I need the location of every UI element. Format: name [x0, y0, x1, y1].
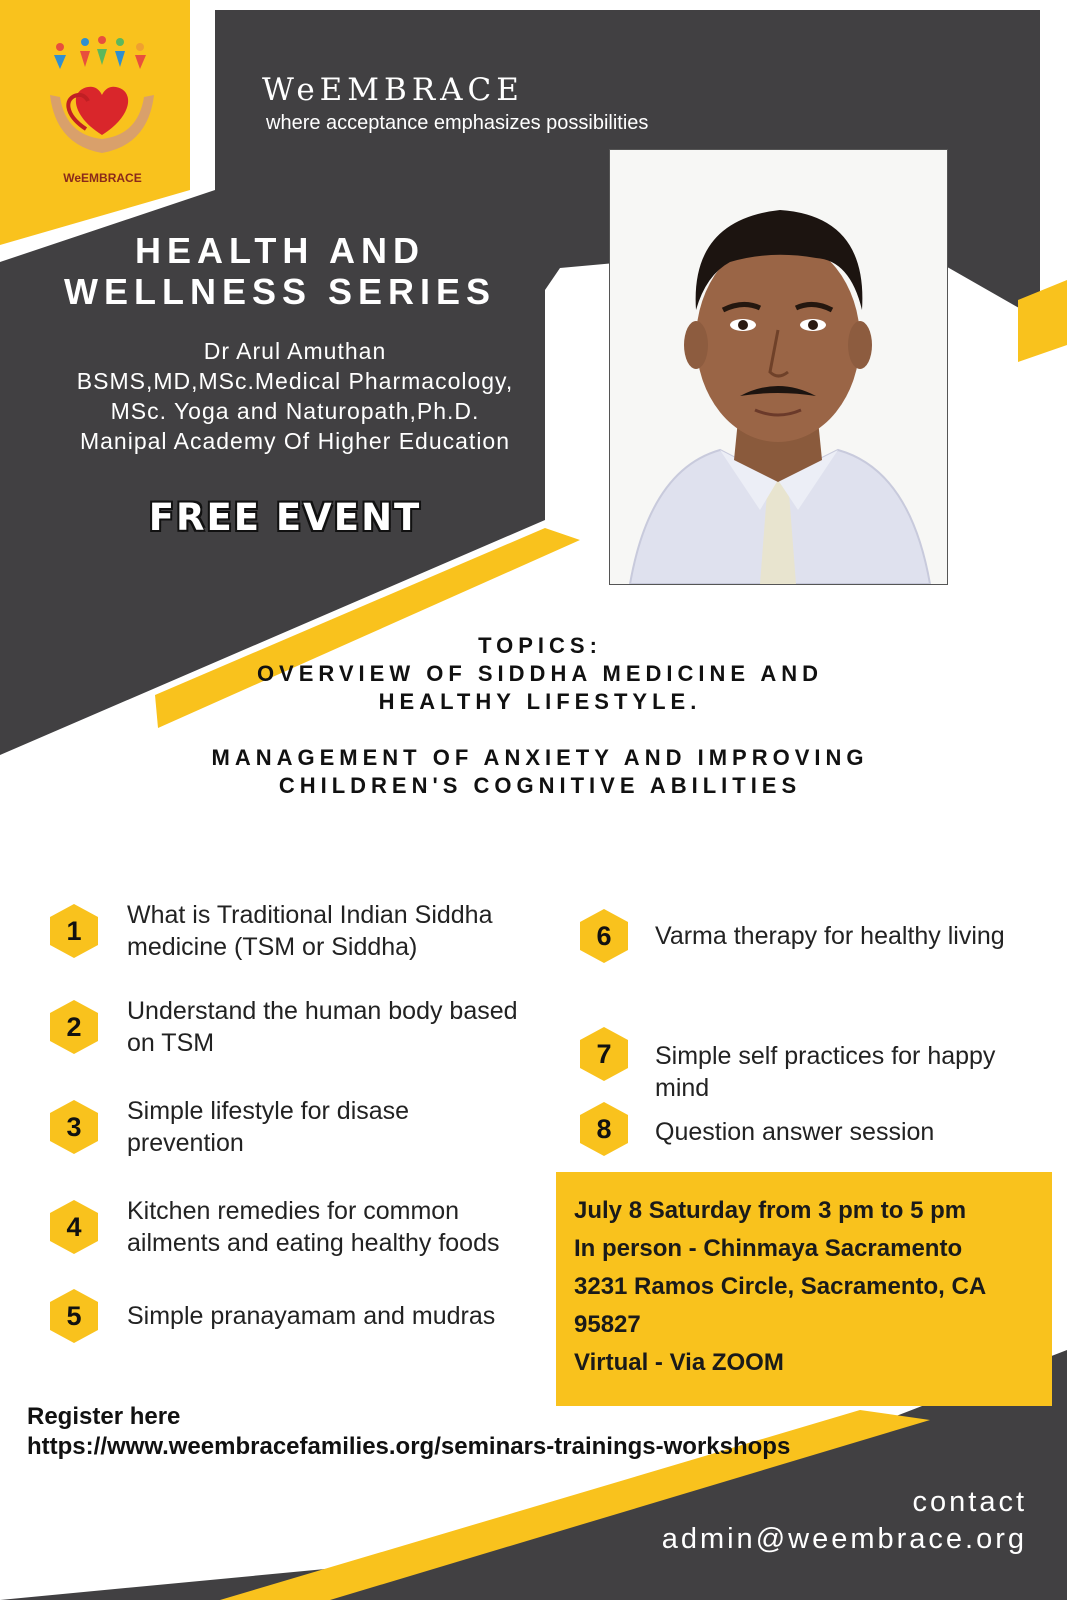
- agenda-text-line1: Simple lifestyle for disase: [127, 1097, 410, 1125]
- agenda-text-line1: Simple self practices for happy: [655, 1042, 996, 1070]
- hexagon-number-badge: [578, 1025, 630, 1083]
- hexagon-number-badge: [48, 902, 100, 960]
- agenda-text-line1: Question answer session: [655, 1118, 935, 1146]
- topic-1-line1: OVERVIEW OF SIDDHA MEDICINE AND: [256, 661, 824, 686]
- agenda-item: [48, 995, 518, 1059]
- agenda-number: 5: [66, 1300, 82, 1331]
- agenda-text-line2: medicine (TSM or Siddha): [127, 933, 418, 961]
- event-in-person: In person - Chinmaya Sacramento: [574, 1235, 963, 1262]
- event-zip: 95827: [574, 1311, 641, 1338]
- brand-tagline: where acceptance emphasizes possibilities: [266, 112, 649, 134]
- agenda-item: [48, 1287, 495, 1345]
- agenda-number: 8: [596, 1113, 612, 1144]
- hexagon-number-badge: [578, 1100, 630, 1158]
- agenda-text-line2: ailments and eating healthy foods: [127, 1229, 500, 1257]
- hexagon-number-badge: [48, 998, 100, 1056]
- topic-2-line1: MANAGEMENT OF ANXIETY AND IMPROVING: [211, 745, 869, 770]
- series-title-line2: WELLNESS SERIES: [63, 271, 497, 312]
- agenda-text-line2: prevention: [127, 1129, 244, 1157]
- topic-2-line2: CHILDREN'S COGNITIVE ABILITIES: [278, 773, 802, 798]
- event-virtual: Virtual - Via ZOOM: [574, 1349, 784, 1376]
- brand-name: WeEMBRACE: [262, 72, 524, 108]
- agenda-text-line1: Understand the human body based: [127, 997, 518, 1025]
- weembrace-logo: [40, 35, 165, 185]
- logo-wordmark: WeEMBRACE: [63, 171, 142, 185]
- hexagon-number-badge: [48, 1287, 100, 1345]
- speaker-degree-2: MSc. Yoga and Naturopath,Ph.D.: [110, 398, 480, 424]
- agenda-number: 7: [596, 1038, 612, 1069]
- speaker-credentials: [30, 336, 560, 456]
- agenda-number: 2: [66, 1011, 82, 1042]
- agenda-text-line1: Varma therapy for healthy living: [655, 922, 1005, 950]
- agenda-number: 1: [66, 915, 82, 946]
- agenda-item: [48, 1095, 409, 1159]
- contact-section: [662, 1484, 1027, 1558]
- agenda-item: [578, 1004, 995, 1104]
- contact-label: contact: [912, 1486, 1027, 1518]
- event-address: 3231 Ramos Circle, Sacramento, CA: [574, 1273, 987, 1300]
- contact-email[interactable]: admin@weembrace.org: [661, 1523, 1027, 1555]
- speaker-portrait-icon: [610, 150, 947, 584]
- topic-1-line2: HEALTHY LIFESTYLE.: [378, 689, 702, 714]
- topics-section: [100, 632, 980, 800]
- event-details-box: [556, 1172, 1052, 1406]
- agenda-text-line2: mind: [655, 1074, 710, 1102]
- agenda-number: 4: [66, 1211, 82, 1242]
- agenda-text-line1: Kitchen remedies for common: [127, 1197, 460, 1225]
- agenda-number: 3: [66, 1111, 82, 1142]
- register-label: Register here: [27, 1403, 181, 1430]
- hands-heart-icon: [40, 35, 165, 170]
- agenda-text-line2: on TSM: [127, 1029, 215, 1057]
- register-section: [27, 1402, 790, 1462]
- agenda-number: 6: [596, 920, 612, 951]
- series-title: [0, 230, 560, 312]
- speaker-affiliation: Manipal Academy Of Higher Education: [79, 428, 511, 454]
- topics-heading: TOPICS:: [478, 633, 602, 658]
- agenda-item: [48, 899, 493, 963]
- speaker-name: Dr Arul Amuthan: [203, 338, 387, 364]
- agenda-text-line1: What is Traditional Indian Siddha: [127, 901, 493, 929]
- hexagon-number-badge: [48, 1198, 100, 1256]
- hexagon-number-badge: [578, 907, 630, 965]
- agenda-text-line1: Simple pranayamam and mudras: [127, 1302, 496, 1330]
- speaker-photo: [609, 149, 948, 585]
- agenda-item: [48, 1195, 499, 1259]
- speaker-degree-1: BSMS,MD,MSc.Medical Pharmacology,: [76, 368, 514, 394]
- register-link[interactable]: https://www.weembracefamilies.org/seminars-trainings-workshops: [27, 1433, 791, 1460]
- series-title-line1: HEALTH AND: [135, 230, 425, 271]
- agenda-item: [578, 907, 1005, 965]
- hexagon-number-badge: [48, 1098, 100, 1156]
- free-event-label: FREE EVENT: [148, 496, 422, 539]
- agenda-item: [578, 1100, 934, 1158]
- event-date: July 8 Saturday from 3 pm to 5 pm: [574, 1197, 967, 1224]
